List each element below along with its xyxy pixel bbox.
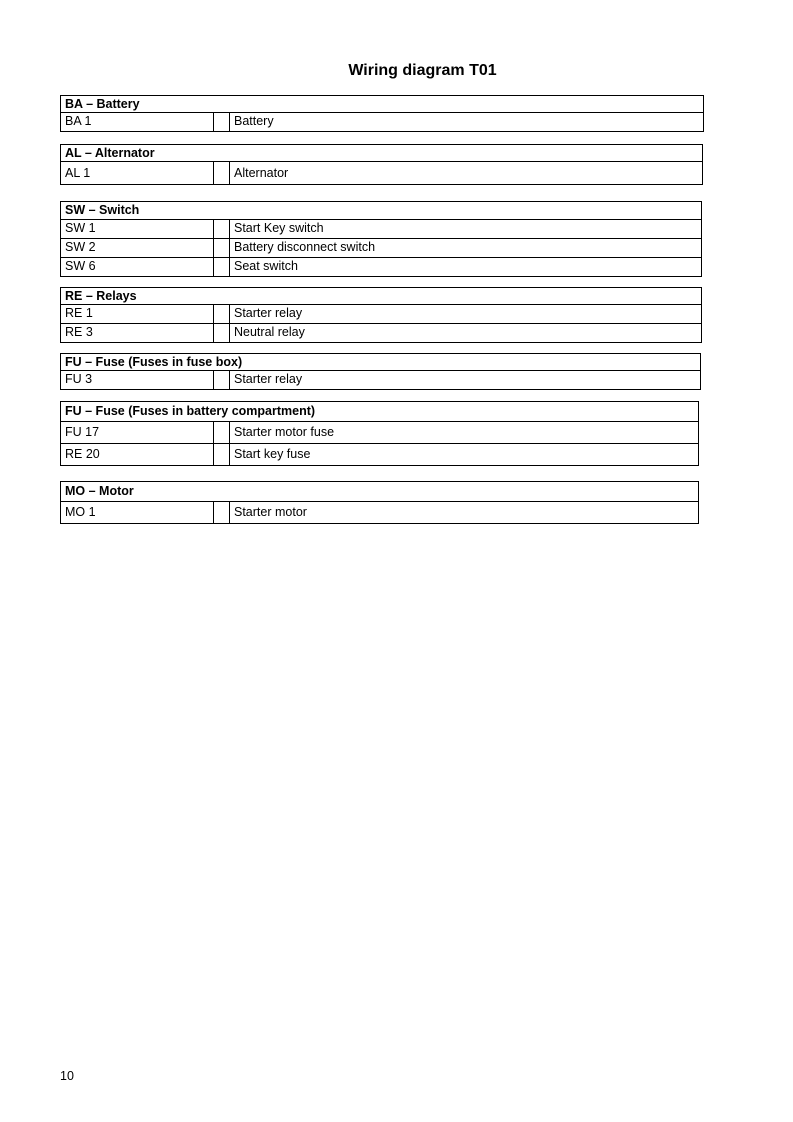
- table-row: [60, 305, 702, 324]
- section-header: SW – Switch: [60, 201, 702, 220]
- component-description: Alternator: [234, 166, 289, 180]
- component-description: Start Key switch: [234, 221, 324, 235]
- table-row: [60, 258, 702, 277]
- page-title: Wiring diagram T01: [348, 62, 497, 79]
- table-row: [60, 502, 699, 524]
- table-row: [60, 371, 701, 390]
- table-row: [60, 324, 702, 343]
- empty-cell: [214, 162, 230, 184]
- component-description: Start key fuse: [234, 447, 311, 461]
- empty-cell: [214, 371, 230, 389]
- section-alternator: [60, 144, 703, 185]
- component-code: FU 17: [61, 422, 214, 443]
- section-relays: [60, 287, 702, 343]
- component-code: RE 3: [61, 324, 214, 342]
- empty-cell: [214, 220, 230, 238]
- empty-cell: [214, 422, 230, 443]
- table-row: [60, 113, 704, 132]
- section-header: AL – Alternator: [60, 144, 703, 162]
- component-description: Seat switch: [234, 259, 298, 273]
- empty-cell: [214, 502, 230, 523]
- component-description: Starter relay: [234, 306, 303, 320]
- component-code: SW 1: [61, 220, 214, 238]
- component-description: Starter relay: [234, 372, 303, 386]
- component-code: RE 1: [61, 305, 214, 323]
- section-fuse-battery-compartment: [60, 401, 699, 466]
- component-code: MO 1: [61, 502, 214, 523]
- empty-cell: [214, 324, 230, 342]
- section-header: MO – Motor: [60, 481, 699, 502]
- empty-cell: [214, 258, 230, 276]
- section-motor: [60, 481, 699, 524]
- component-description: Battery disconnect switch: [234, 240, 376, 254]
- section-battery: [60, 95, 704, 132]
- section-switch: [60, 201, 702, 277]
- component-code: FU 3: [61, 371, 214, 389]
- section-header: FU – Fuse (Fuses in fuse box): [60, 353, 701, 371]
- section-header: BA – Battery: [60, 95, 704, 113]
- component-code: SW 2: [61, 239, 214, 257]
- component-code: RE 20: [61, 444, 214, 465]
- section-header: RE – Relays: [60, 287, 702, 305]
- empty-cell: [214, 113, 230, 131]
- component-description: Starter motor: [234, 505, 307, 519]
- component-code: BA 1: [61, 113, 214, 131]
- component-description: Neutral relay: [234, 325, 305, 339]
- table-row: [60, 239, 702, 258]
- empty-cell: [214, 444, 230, 465]
- empty-cell: [214, 239, 230, 257]
- table-row: [60, 220, 702, 239]
- component-code: SW 6: [61, 258, 214, 276]
- table-row: [60, 162, 703, 185]
- page-number: 10: [60, 1069, 74, 1083]
- table-row: [60, 444, 699, 466]
- section-fuse-box: [60, 353, 701, 390]
- component-description: Battery: [234, 114, 274, 128]
- component-description: Starter motor fuse: [234, 425, 335, 439]
- empty-cell: [214, 305, 230, 323]
- section-header: FU – Fuse (Fuses in battery compartment): [60, 401, 699, 422]
- table-row: [60, 422, 699, 444]
- component-code: AL 1: [61, 162, 214, 184]
